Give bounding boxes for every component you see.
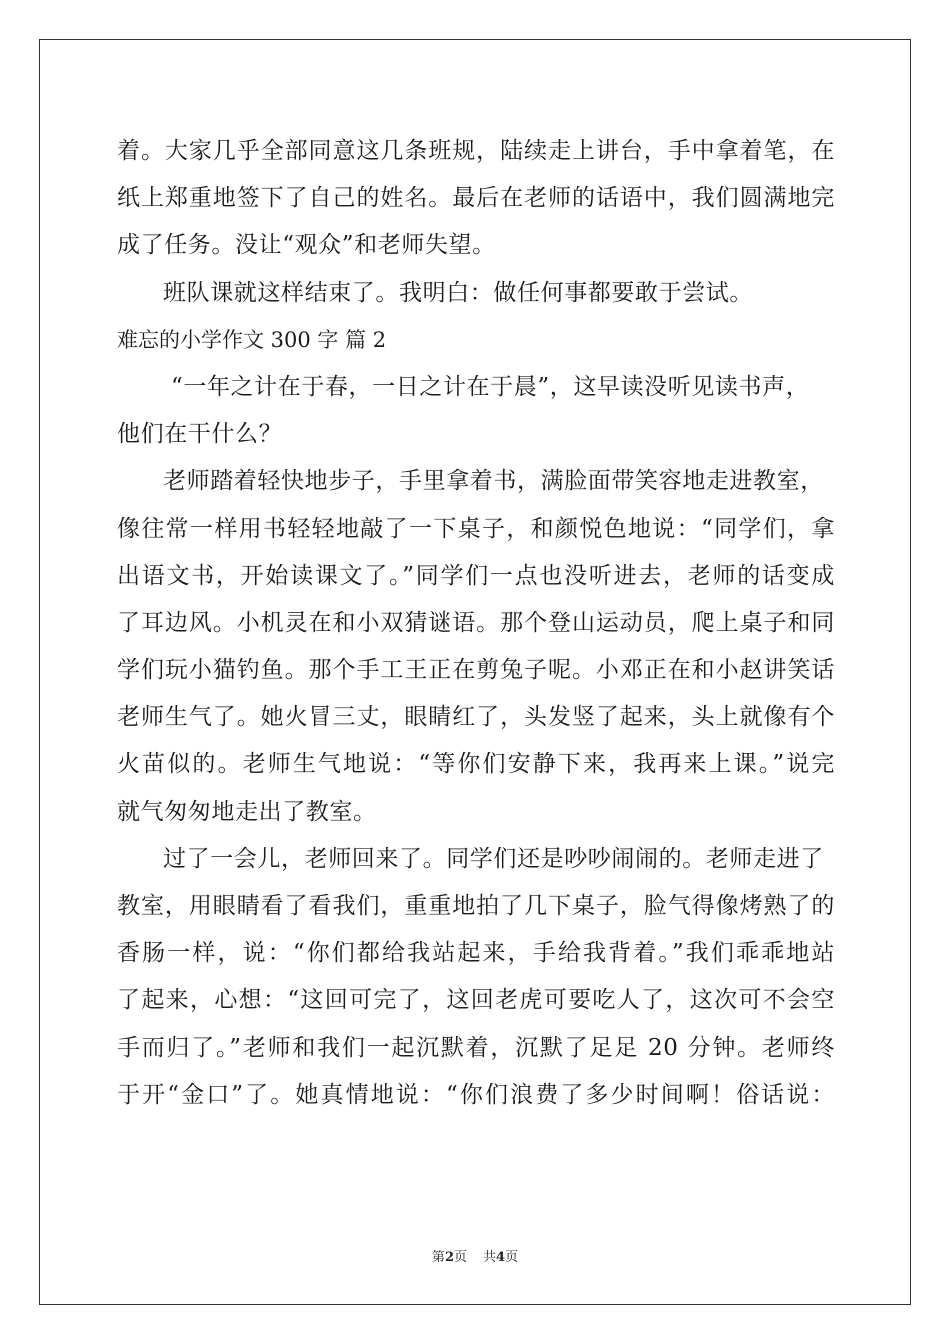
text-line: 他们在干什么？ — [117, 421, 283, 448]
text-line: 学们玩小猫钓鱼。那个手工王正在剪兔子呢。小邓正在和小赵讲笑话 — [117, 657, 835, 684]
document-body — [117, 128, 835, 1119]
text-line: 过了一会儿，老师回来了。同学们还是吵吵闹闹的。老师走进了 — [163, 845, 824, 872]
text-line: 了起来，心想：“这回可完了，这回老虎可要吃人了，这次可不会空 — [117, 987, 835, 1014]
text-line: 手而归了。”老师和我们一起沉默着，沉默了足足 20 分钟。老师终 — [117, 1034, 835, 1061]
text-line: 香肠一样，说：“你们都给我站起来，手给我背着。”我们乖乖地站 — [117, 940, 835, 967]
text-line: 了耳边风。小机灵在和小双猜谜语。那个登山运动员，爬上桌子和同 — [117, 609, 835, 636]
text-line: 教室，用眼睛看了看我们，重重地拍了几下桌子，脸气得像烤熟了的 — [117, 893, 835, 919]
text-line: 火苗似的。老师生气地说：“等你们安静下来，我再来上课。”说完 — [117, 751, 835, 778]
text-line: 老师生气了。她火冒三丈，眼睛红了，头发竖了起来，头上就像有个 — [117, 704, 835, 731]
text-line: 于开“金口”了。她真情地说：“你们浪费了多少时间啊！俗话说： — [117, 1081, 835, 1108]
page-number: 第2页 — [431, 1250, 467, 1265]
section-heading: 难忘的小学作文 300 字 篇 2 — [117, 327, 387, 352]
text-line: 班队课就这样结束了。我明白：做任何事都要敢于尝试。 — [163, 279, 753, 306]
text-line: 纸上郑重地签下了自己的姓名。最后在老师的话语中，我们圆满地完 — [117, 185, 835, 212]
page-footer — [0, 1246, 950, 1265]
text-line: 就气匆匆地走出了教室。 — [117, 798, 377, 825]
text-line: 出语文书，开始读课文了。”同学们一点也没听进去，老师的话变成 — [117, 562, 835, 589]
text-line: 像往常一样用书轻轻地敲了一下桌子，和颜悦色地说：“同学们，拿 — [117, 515, 835, 542]
text-line: 成了任务。没让“观众”和老师失望。 — [117, 232, 496, 259]
text-line: “一年之计在于春，一日之计在于晨”，这早读没听见读书声， — [171, 373, 810, 400]
text-line: 着。大家几乎全部同意这几条班规，陆续走上讲台，手中拿着笔，在 — [117, 138, 835, 164]
text-line: 老师踏着轻快地步子，手里拿着书，满脸面带笑容地走进教室， — [163, 468, 824, 495]
page-total: 共4页 — [483, 1250, 519, 1265]
